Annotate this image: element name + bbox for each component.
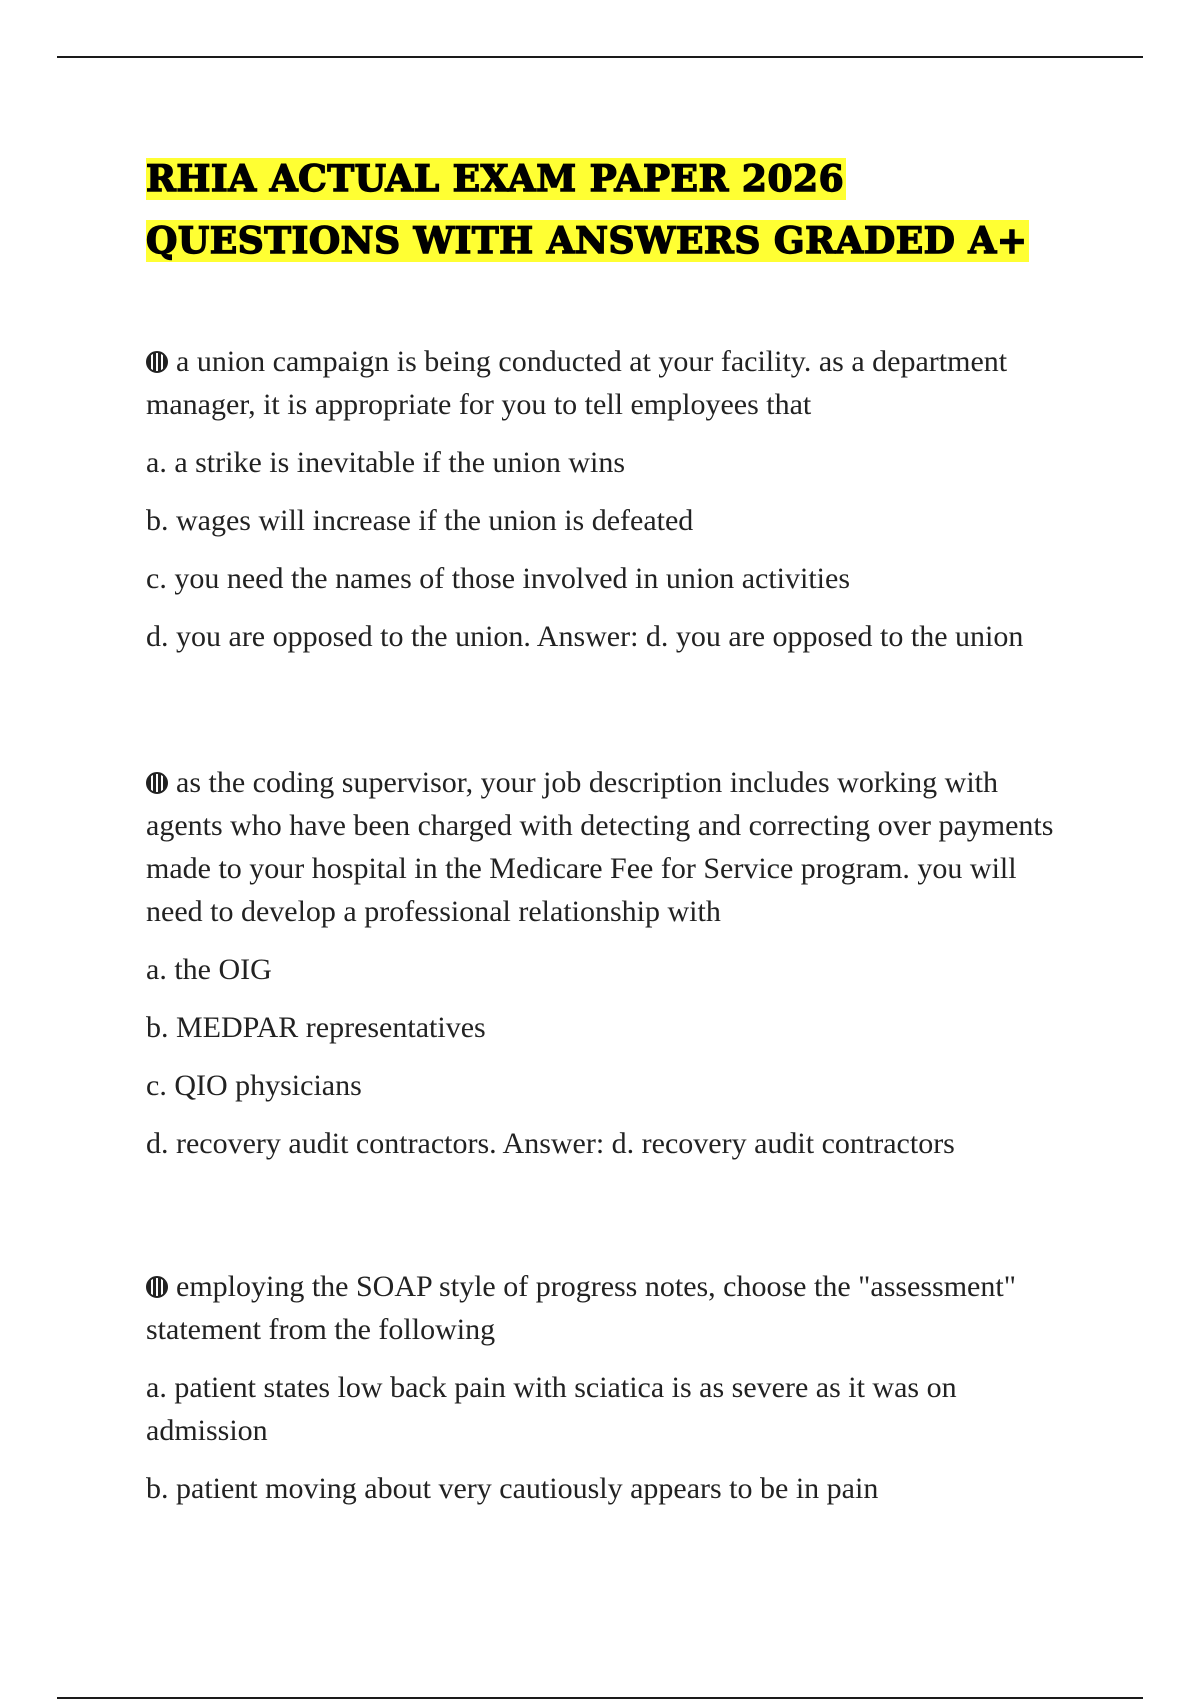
document-title (146, 148, 1106, 272)
question-text: a union campaign is being conducted at your facility. as a department manager, it is appropriate for you to tell employees that (146, 345, 1008, 421)
top-rule (57, 56, 1143, 58)
question-list (146, 340, 1066, 1525)
striped-circle-icon (146, 351, 168, 373)
question-text: employing the SOAP style of progress notes, choose the "assessment" statement from the following (146, 1270, 1016, 1346)
option-c: c. QIO physicians (146, 1069, 362, 1102)
option-b: b. wages will increase if the union is defeated (146, 504, 694, 537)
title-line-2: QUESTIONS WITH ANSWERS GRADED A+ (146, 220, 1028, 262)
question-3 (146, 1265, 1066, 1351)
question-block-2 (146, 761, 1066, 1165)
question-1 (146, 340, 1066, 426)
option-c: c. you need the names of those involved in union activities (146, 562, 851, 595)
option-a: a. a strike is inevitable if the union wins (146, 446, 626, 479)
striped-circle-icon (146, 1276, 168, 1298)
option-b: b. MEDPAR representatives (146, 1011, 486, 1044)
option-a: a. patient states low back pain with sciatica is as severe as it was on admission (146, 1371, 957, 1447)
option-d-answer: d. recovery audit contractors. Answer: d. recovery audit contractors (146, 1127, 955, 1160)
option-b: b. patient moving about very cautiously appears to be in pain (146, 1472, 879, 1505)
option-d-answer: d. you are opposed to the union. Answer: d. you are opposed to the union (146, 620, 1024, 653)
option-a: a. the OIG (146, 953, 272, 986)
title-line-1: RHIA ACTUAL EXAM PAPER 2026 (146, 158, 845, 200)
striped-circle-icon (146, 772, 168, 794)
question-text: as the coding supervisor, your job description includes working with agents who have been charged with detecting and correcting over payments made to your hospital in the Medicare Fee for Service program. you will need to develop a professional relationship with (146, 766, 1054, 928)
bottom-rule (57, 1697, 1143, 1699)
question-2 (146, 761, 1066, 933)
question-block-1 (146, 340, 1066, 658)
question-block-3 (146, 1265, 1066, 1510)
